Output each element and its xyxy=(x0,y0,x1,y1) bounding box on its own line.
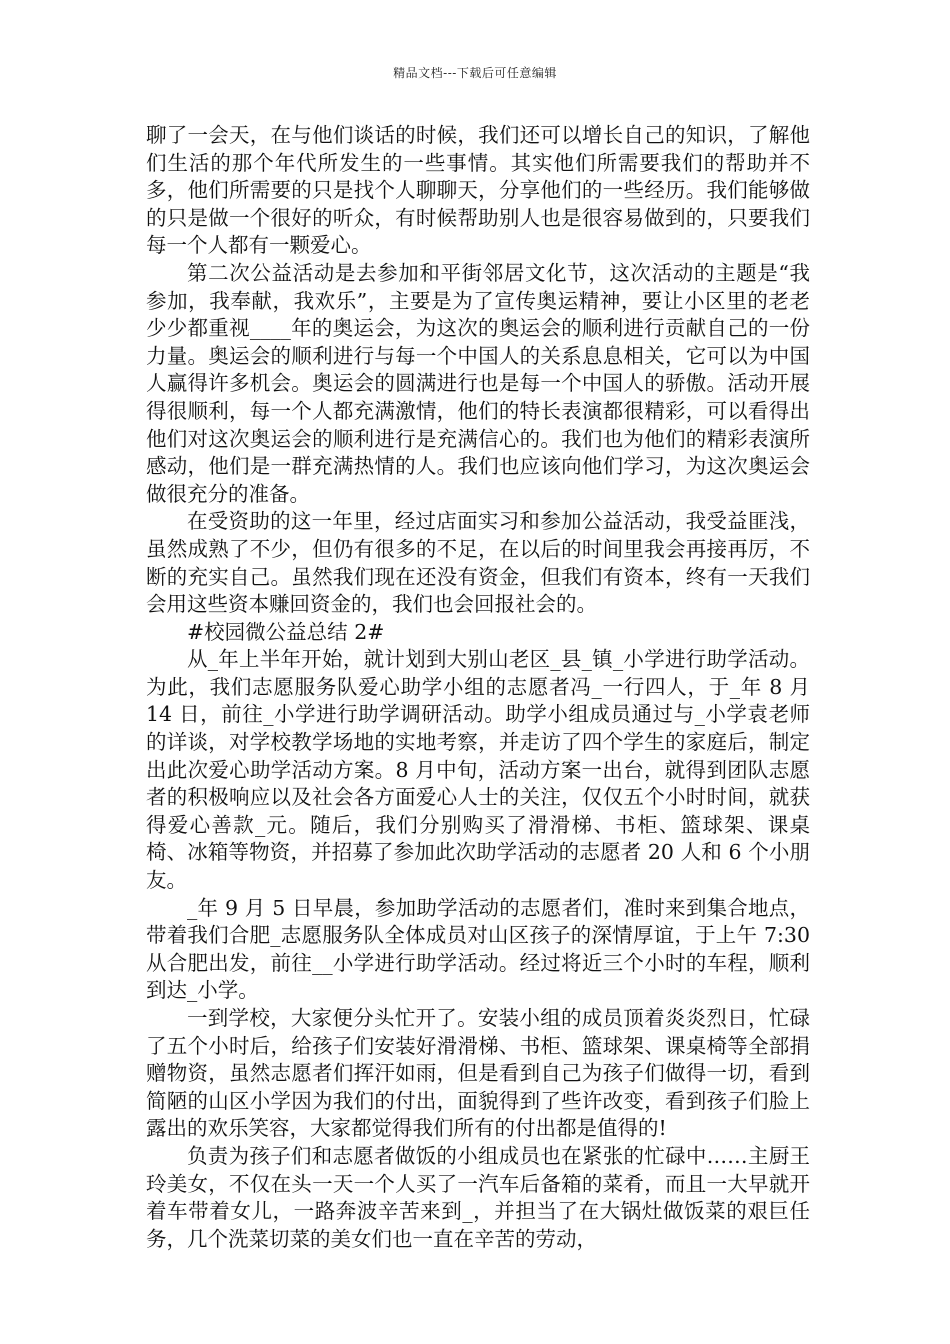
section-heading: #校园微公益总结 2# xyxy=(187,619,385,644)
paragraph-5: _年 9 月 5 日早晨，参加助学活动的志愿者们，准时来到集合地点，带着我们合肥_志愿服务队全体成员对山区孩子的深情厚谊，于上午 7:30 从合肥出发，前往__小学进行助学活动。经过将近三个小时的车程，顺利到达_小学。 xyxy=(146,895,810,1003)
paragraph-4: 从_年上半年开始，就计划到大别山老区_县_镇_小学进行助学活动。为此，我们志愿服务队爱心助学小组的志愿者冯_一行四人，于_年 8 月 14 日，前往_小学进行助学调研活动。助学小组成员通过与_小学袁老师的详谈，对学校教学场地的实地考察，并走访了四个学生的家庭后，制定出此次爱心助学活动方案。8 月中旬，活动方案一出台，就得到团队志愿者的积极响应以及社会各方面爱心人士的关注，仅仅五个小时时间，就获得爱心善款_元。随后，我们分别购买了滑滑梯、书柜、篮球架、课桌椅、冰箱等物资，并招募了参加此次助学活动的志愿者 20 人和 6 个小朋友。 xyxy=(146,647,810,893)
paragraph-2: 第二次公益活动是去参加和平街邻居文化节，这次活动的主题是“我参加，我奉献，我欢乐”，主要是为了宣传奥运精神，要让小区里的老老少少都重视____年的奥运会，为这次的奥运会的顺利进行贡献自己的一份力量。奥运会的顺利进行与每一个中国人的关系息息相关，它可以为中国人赢得许多机会。奥运会的圆满进行也是每一个中国人的骄傲。活动开展得很顺利，每一个人都充满激情，他们的特长表演都很精彩，可以看得出他们对这次奥运会的顺利进行是充满信心的。我们也为他们的精彩表演所感动，他们是一群充满热情的人。我们也应该向他们学习，为这次奥运会做很充分的准备。 xyxy=(146,260,810,506)
document-body xyxy=(146,122,810,1253)
paragraph-6: 一到学校，大家便分头忙开了。安装小组的成员顶着炎炎烈日，忙碌了五个小时后，给孩子们安装好滑滑梯、书柜、篮球架、课桌椅等全部捐赠物资，虽然志愿者们挥汗如雨，但是看到自己为孩子们做得一切，看到简陋的山区小学因为我们的付出，面貌得到了些许改变，看到孩子们脸上露出的欢乐笑容，大家都觉得我们所有的付出都是值得的! xyxy=(146,1006,810,1141)
page-header: 精品文档---下载后可任意编辑 xyxy=(393,66,557,80)
paragraph-1: 聊了一会天，在与他们谈话的时候，我们还可以增长自己的知识，了解他们生活的那个年代所发生的一些事情。其实他们所需要我们的帮助并不多，他们所需要的只是找个人聊聊天，分享他们的一些经历。我们能够做的只是做一个很好的听众，有时候帮助别人也是很容易做到的，只要我们每一个人都有一颗爱心。 xyxy=(146,123,810,258)
paragraph-7: 负责为孩子们和志愿者做饭的小组成员也在紧张的忙碌中……主厨王玲美女，不仅在头一天一个人买了一汽车后备箱的菜肴，而且一大早就开着车带着女儿，一路奔波辛苦来到_，并担当了在大锅灶做饭菜的艰巨任务，几个洗菜切菜的美女们也一直在辛苦的劳动， xyxy=(146,1143,810,1251)
paragraph-3: 在受资助的这一年里，经过店面实习和参加公益活动，我受益匪浅，虽然成熟了不少，但仍有很多的不足，在以后的时间里我会再接再厉，不断的充实自己。虽然我们现在还没有资金，但我们有资本，终有一天我们会用这些资本赚回资金的，我们也会回报社会的。 xyxy=(146,509,810,617)
